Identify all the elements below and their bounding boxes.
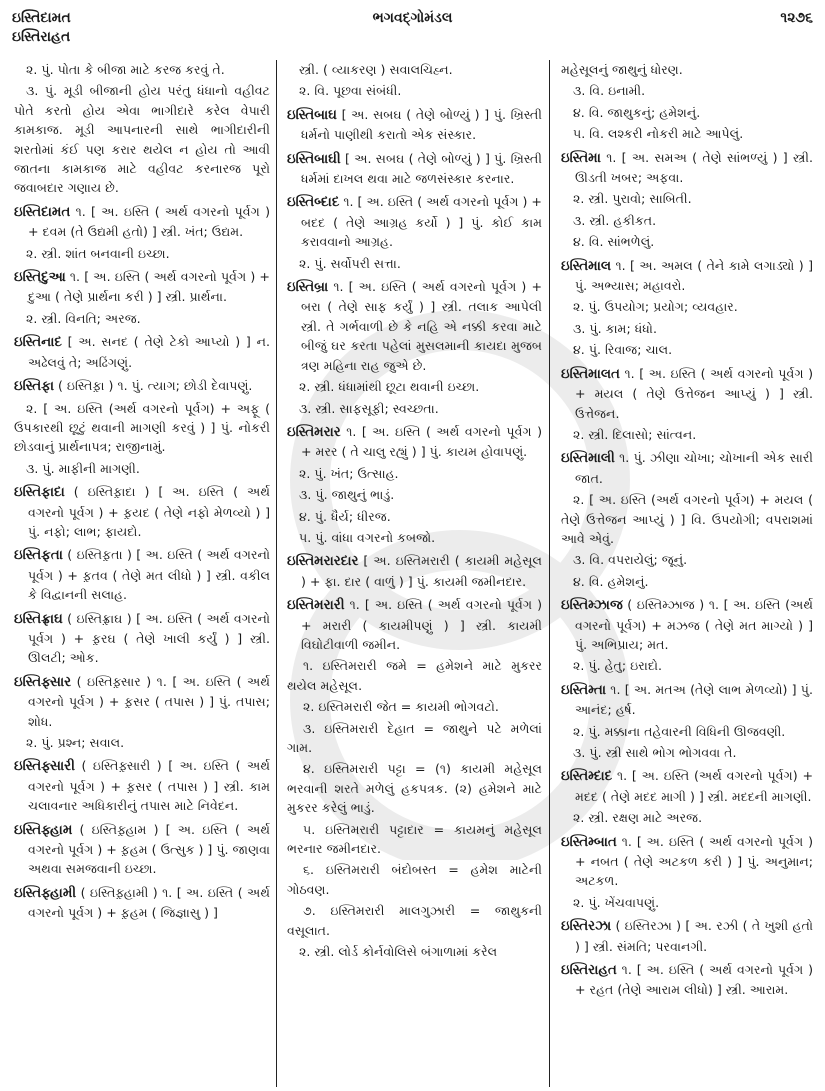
sense-definition — [561, 722, 813, 741]
definition-text: ૩. સ્ત્રી. સાફસૂફી; સ્વચ્છતા. — [299, 400, 439, 416]
definition-text: ૧. [ અ. ઇસ્તિ (અર્થ વગરનો પૂર્વગ) + મદદ ( તેણે મદદ માગી ) ] સ્ત્રી. મદદની માગણી. — [575, 768, 813, 804]
headword: ઇસ્તિમાલ — [561, 258, 612, 274]
headword: ઇસ્તિમ્ઝાજ — [561, 598, 623, 614]
sense-definition — [561, 232, 813, 251]
headword: ઇસ્તિમ્બાત — [561, 834, 617, 850]
definition-text: ૩. સ્ત્રી. હકીકત. — [573, 212, 657, 228]
headword: ઇસ્તિમરારી — [287, 598, 345, 614]
definition-text: ( ઇસ્તિફ઼્હામ ) [ અ. ઇસ્તિ ( અર્થ વગરનો પૂર્વગ ) + ફ઼હમ ( ઉત્સુક ) ] પું. જાણવા અથવા સમજવાની ઇચ્છા. — [28, 821, 270, 877]
headword: ઇસ્તિમા — [561, 150, 601, 166]
definition-text: ૧. [ અ. ઇસ્તિ ( અર્થ વગરનો પૂર્વગ ) + મરર ( તે ચાલુ રહ્યું ) ] પું. કાયમ હોવાપણું. — [301, 423, 542, 460]
dictionary-entry — [561, 595, 813, 654]
headword: ઇસ્તિબાઘી — [287, 151, 341, 167]
sense-definition — [561, 808, 813, 827]
dictionary-entry — [14, 202, 270, 242]
definition-text: ૨. પું. ખેંચવાપણું. — [573, 894, 660, 910]
dictionary-entry — [561, 448, 813, 488]
guide-word-last: ઇસ્તિરાહત — [12, 29, 71, 45]
headword: ઇસ્તિફાદા — [14, 485, 65, 501]
sense-definition — [287, 60, 542, 79]
dictionary-entry — [14, 482, 270, 541]
headword: ઇસ્તિબાઘ — [287, 107, 337, 123]
headword: ઇસ્તિમાલી — [561, 451, 615, 467]
usage-example — [287, 759, 542, 817]
definition-text: ૨. સ્ત્રી. વિનતિ; અરજ. — [26, 310, 141, 326]
definition-text: ૪. પું. રિવાજ; ચાલ. — [573, 342, 673, 358]
headword: ઇસ્તિમરાર — [287, 424, 341, 440]
dictionary-entry — [561, 960, 813, 1000]
sense-definition — [561, 124, 813, 143]
dictionary-entry — [287, 105, 542, 145]
definition-text: ૩. વિ. ઇનામી. — [573, 83, 646, 99]
definition-text: ૨. પું. હેતુ; ઇરાદો. — [573, 658, 663, 674]
sense-definition — [561, 490, 813, 548]
sense-definition — [287, 254, 542, 273]
dictionary-entry — [14, 267, 270, 307]
definition-text: ( ઇસ્તિફ઼્સારી ) [ અ. ઇસ્તિ ( અર્થ વગરનો પૂર્વગ ) + ફ઼સર ( તપાસ ) ] સ્ત્રી. કામ ચલાવનાર અધિકારીનું તપાસ માટે નિવેદન. — [28, 758, 270, 814]
dictionary-entry — [287, 422, 542, 462]
usage-example — [287, 697, 542, 716]
definition-text: [ અ. ઇસ્તિમરારી ( કાયમી મહેસૂલ ) + ફા. દાર ( વાળું ) ] પું. કાયમી જમીનદાર. — [301, 553, 542, 589]
headword: ઇસ્તિફ્હામ — [14, 822, 73, 838]
sense-definition — [287, 507, 542, 526]
sense-definition — [14, 81, 270, 197]
definition-text: ૧. [ અ. ઇસ્તિ ( અર્થ વગરનો પૂર્વગ ) + મરારી ( કાયમીપણું ) ] સ્ત્રી. કાયમી વિઘોટીવાળી જમીન. — [301, 597, 542, 652]
dictionary-entry — [561, 256, 813, 296]
text-column-1 — [14, 60, 270, 925]
usage-example — [287, 901, 542, 940]
headword: ઇસ્તિફ્સાર — [14, 674, 72, 690]
definition-text: ૧. ઇસ્તિમરારી જમે = હમેશને માટે મુકરર થયેલ મહેસૂલ. — [287, 658, 542, 693]
headword: ઇસ્તિરાહત — [561, 963, 617, 979]
headword: ઇસ્તિબ્રા — [287, 280, 329, 296]
definition-text: [ અ. સબઘ ( તેણે બોળ્યું ) ] પું. ખ્રિસ્તી ધર્મનો પાણીથી કરાતો એક સંસ્કાર. — [301, 106, 542, 143]
sense-definition — [14, 399, 270, 457]
definition-text: ૧. [ અ. અમલ ( તેને કામે લગાડ્યો ) ] પું. અભ્યાસ; મહાવરો. — [575, 257, 813, 294]
sense-definition — [287, 399, 542, 418]
headword: ઇસ્તિદુઆ — [14, 270, 66, 286]
definition-text: ૨. પું. મક્કાના તહેવારની વિધિની ઊજવણી. — [573, 723, 786, 739]
sense-definition — [561, 893, 813, 912]
definition-text: ૨. સ્ત્રી. ધંધામાંથી છૂટા થવાની ઇચ્છા. — [299, 379, 480, 395]
definition-text: ( ઇસ્તિફ઼્સાર ) ૧. [ અ. ઇસ્તિ ( અર્થ વગરનો પૂર્વગ ) + ફ઼સર ( તપાસ ) ] પું. તપાસ; શોધ. — [28, 673, 270, 729]
headword: ઇસ્તિફ્હામી — [14, 885, 77, 901]
definition-text: ૧. [ અ. ઇસ્તિ ( અર્થ વગરનો પૂર્વગ ) + દુઆ ( તેણે પ્રાર્થના કરી ) ] સ્ત્રી. પ્રાર્થના. — [28, 269, 270, 305]
headword: ઇસ્તિબ્દાદ — [287, 195, 340, 211]
definition-text: ૧. [ અ. ઇસ્તિ ( અર્થ વગરનો પૂર્વગ ) + રહત (તેણે આરામ લીધો) ] સ્ત્રી. આરામ. — [575, 962, 813, 998]
definition-text: ૩. પું. મૂડી બીજાની હોય પરંતુ ધંધાનો વહીવટ પોતે કરતો હોય એવા ભાગીદારે કરેલ વેપારી કામકાજ. મૂડી આપનારની સાથે ભાગીદારીની શરતોમાં કંઈ પણ કરાર થયેલ ન હોય તો આવી જાતના કામકાજ માટે વહીવટ કરનારજ પૂરો જવાબદાર ગણાય છે. — [14, 83, 270, 196]
dictionary-entry — [561, 148, 813, 188]
definition-text: ૭. ઇસ્તિમરારી માલગુઝારી = જાથુકની વસૂલાત. — [287, 903, 542, 938]
dictionary-entry — [14, 820, 270, 879]
definition-text: ૨. સ્ત્રી. પુરાવો; સાબિતી. — [573, 191, 692, 207]
definition-text: [ અ. સબઘ ( તેણે બોળ્યું ) ] પું. ખ્રિસ્તી ધર્મમાં દાખલ થવા માટે જળસંસ્કાર કરનાર. — [301, 150, 542, 187]
sense-definition — [287, 377, 542, 396]
definition-text: ૧. [ અ. મતઅ (તેણે લાભ મેળવ્યો) ] પું. આનંદ; હર્ષ. — [575, 681, 813, 718]
definition-text: ( ઇસ્તિફ઼ાદા ) [ અ. ઇસ્તિ ( અર્થ વગરનો પૂર્વગ ) + ફ઼યદ ( તેણે નફો મેળવ્યો ) ] પું. નફો; લાભ; ફાયદો. — [28, 484, 270, 539]
usage-example — [287, 719, 542, 758]
dictionary-entry — [287, 551, 542, 591]
headword: ઇસ્તિમાલત — [561, 366, 620, 382]
sense-definition — [561, 340, 813, 359]
sense-definition — [14, 309, 270, 328]
definition-text: ૨. સ્ત્રી. રક્ષણ માટે અરજ. — [573, 810, 703, 826]
definition-text: ૨. [ અ. ઇસ્તિ (અર્થ વગરનો પૂર્વગ) + અફૂ ( ઉપકારથી છૂટું થવાની માગણી કરવું ) ] પું. નોકરી છોડવાનું પ્રાર્થનાપત્ર; રાજીનામું. — [14, 400, 270, 455]
definition-text: ૨. [ અ. ઇસ્તિ (અર્થ વગરનો પૂર્વગ) + મયલ ( તેણે ઉત્તેજન આપ્યું ) ] વિ. ઉપયોગી; વપરાશમાં આવે એવું. — [561, 492, 813, 546]
sense-definition — [287, 942, 542, 961]
book-title: ભગવદ્ગોમંડલ — [372, 10, 453, 26]
definition-text: ૨. સ્ત્રી. લોર્ડ કોર્નવોલિસે બંગાળામાં કરેલ — [299, 944, 498, 960]
headword: ઇસ્તિમરારદાર — [287, 554, 359, 570]
definition-text: ( ઇસ્તિફ઼્રાઘ ) [ અ. ઇસ્તિ ( અર્થ વગરનો પૂર્વગ ) + ફ઼રઘ ( તેણે ખાલી કર્યું ) ] સ્ત્રી. ઊલટી; ઓક. — [28, 610, 270, 666]
definition-text: ( ઇસ્તિફ઼તા ) [ અ. ઇસ્તિ ( અર્થ વગરનો પૂર્વગ ) + ફ઼તવ ( તેણે મત લીધો ) ] સ્ત્રી. વકીલ કે વિદ્વાનની સલાહ. — [28, 547, 270, 603]
sense-definition — [561, 189, 813, 208]
dictionary-entry — [561, 916, 813, 956]
headword: ઇસ્તિફ્સારી — [14, 759, 75, 775]
definition-text: ૨. ઇસ્તિમરારી જેત = કાયમી ભોગવટો. — [303, 699, 499, 715]
sense-definition — [561, 81, 813, 100]
definition-text: ૩. પું. જાથુનું ભાડું. — [299, 487, 395, 503]
sense-definition — [561, 60, 813, 79]
headword: ઇસ્તિમ્દાદ — [561, 769, 613, 785]
dictionary-entry — [287, 192, 542, 251]
definition-text: ૫. પું. વાંધા વગરનો કબજો. — [299, 529, 436, 545]
sense-definition — [561, 319, 813, 338]
sense-definition — [561, 656, 813, 675]
dictionary-entry — [561, 766, 813, 806]
headword: ઇસ્તિમ્તા — [561, 682, 607, 698]
definition-text: ૩. પું. માફીની માગણી. — [26, 460, 140, 476]
definition-text: ૪. વિ. સાંભળેલું. — [573, 234, 655, 250]
definition-text: ૨. પું. ઉપયોગ; પ્રયોગ; વ્યવહાર. — [573, 299, 738, 315]
dictionary-entry — [561, 832, 813, 891]
dictionary-entry — [14, 545, 270, 604]
sense-definition — [14, 60, 270, 79]
dictionary-entry — [561, 680, 813, 720]
definition-text: ૧. [ અ. ઇસ્તિ ( અર્થ વગરનો પૂર્વગ ) + બદદ ( તેણે આગ્રહ કર્યો ) ] પું. કોઈ કામ કરાવવાનો આગ્રહ. — [301, 194, 542, 250]
definition-text: ૩. પું. સ્ત્રી સાથે ભોગ ભોગવવા તે. — [573, 745, 737, 760]
definition-text: ૪. ઇસ્તિમરારી પટ્ટા = (૧) કાયમી મહેસૂલ ભરવાની શરતે મળેલું હકપત્રક. (૨) હમેશને માટે મુકરર કરેલું ભાડું. — [287, 761, 542, 816]
sense-definition — [287, 81, 542, 100]
sense-definition — [287, 464, 542, 483]
text-column-3 — [561, 60, 813, 1002]
guide-word-first: ઇસ્તિદામત — [12, 10, 71, 26]
definition-text: ૨. પું. પોતા કે બીજા માટે કરજ કરવું તે. — [26, 62, 225, 77]
definition-text: મહેસૂલનું જાથુનું ધોરણ. — [561, 62, 683, 77]
definition-text: ૧. [ અ. સમઅ ( તેણે સાંભળ્યું ) ] સ્ત્રી. ઊડતી ખબર; અફવા. — [575, 149, 814, 186]
definition-text: ૧. [ અ. ઇસ્તિ ( અર્થ વગરનો પૂર્વગ ) + દવમ (તે ઉદ્યમી હતો) ] સ્ત્રી. ખંત; ઉદ્યમ. — [28, 203, 270, 240]
definition-text: સ્ત્રી. ( વ્યાકરણ ) સવાલચિહ્ન. — [299, 62, 453, 77]
definition-text: ૨. પું. સર્વોપરી સત્તા. — [299, 255, 401, 271]
sense-definition — [561, 297, 813, 316]
headword: ઇસ્તિદામત — [14, 204, 71, 220]
text-column-2 — [287, 60, 542, 963]
sense-definition — [561, 743, 813, 762]
definition-text: ૪. વિ. હમેશનું. — [573, 573, 649, 589]
definition-text: ( ઇસ્તિમ્ઝાજ ) ૧. [ અ. ઇસ્તિ (અર્થ વગરનો પૂર્વગ) + મઝજ ( તેણે મત માગ્યો ) ] પું. અભિપ્રાય; મત. — [575, 597, 813, 652]
sense-definition — [14, 733, 270, 752]
definition-text: ૧. [ અ. ઇસ્તિ ( અર્થ વગરનો પૂર્વગ ) + નબત ( તેણે અટકળ કરી ) ] પું. અનુમાન; અટકળ. — [575, 833, 813, 889]
column-divider — [549, 60, 550, 1087]
definition-text: ૩. પું. કામ; ધંધો. — [573, 320, 657, 336]
headword: ઇસ્તિનાદ — [14, 335, 62, 351]
sense-definition — [287, 528, 542, 547]
dictionary-entry — [14, 332, 270, 372]
dictionary-entry — [287, 277, 542, 375]
sense-definition — [14, 459, 270, 478]
definition-text: ૫. વિ. લશ્કરી નોકરી માટે આપેલું. — [573, 126, 744, 142]
definition-text: ૧. [ અ. ઇસ્તિ ( અર્થ વગરનો પૂર્વગ ) + મયલ ( તેણે ઉત્તેજન આપ્યું ) ] સ્ત્રી. ઉત્તેજન. — [575, 365, 813, 421]
definition-text: ( ઇસ્તિફ઼્હામી ) ૧. [ અ. ઇસ્તિ ( અર્થ વગરનો પૂર્વગ ) + ફ઼હમ ( જિજ્ઞાસુ ) ] — [28, 884, 270, 921]
definition-text: ( ઇસ્તિરઝા ) [ અ. રઝી ( તે ખુશી હતો ) ] સ્ત્રી. સંમતિ; પરવાનગી. — [575, 918, 813, 954]
headword: ઇસ્તિરઝા — [561, 919, 612, 935]
definition-text: ૩. વિ. વપરાયેલું; જૂનું. — [573, 552, 688, 568]
definition-text: [ અ. સનદ ( તેણે ટેકો આપ્યો ) ] ન. અઢેલવું તે; અઢિંગણું. — [28, 334, 270, 370]
sense-definition — [561, 211, 813, 230]
dictionary-entry — [14, 672, 270, 731]
definition-text: ૨. વિ. પૂછવા સંબંધી. — [299, 83, 402, 99]
definition-text: ૨. સ્ત્રી. દિલાસો; સાંત્વન. — [573, 426, 697, 442]
definition-text: ૪. પું. ધૈર્ય; ધીરજ. — [299, 508, 391, 524]
dictionary-entry — [14, 883, 270, 923]
column-divider — [276, 60, 277, 1087]
usage-example — [287, 820, 542, 859]
dictionary-entry — [561, 364, 813, 423]
definition-text: ( ઇસ્તિફ઼ા ) ૧. પું. ત્યાગ; છોડી દેવાપણું. — [58, 378, 253, 394]
dictionary-entry — [14, 756, 270, 815]
dictionary-entry — [14, 609, 270, 668]
sense-definition — [14, 244, 270, 263]
definition-text: ૨. પું. ખંત; ઉત્સાહ. — [299, 465, 399, 481]
definition-text: ૨. પું. પ્રશ્ન; સવાલ. — [26, 735, 125, 750]
sense-definition — [561, 572, 813, 591]
headword: ઇસ્તિફતા — [14, 548, 63, 564]
definition-text: ૨. સ્ત્રી. શાંત બનવાની ઇચ્છા. — [26, 245, 170, 261]
usage-example — [287, 656, 542, 695]
sense-definition — [287, 485, 542, 504]
page-header — [12, 10, 813, 52]
headword: ઇસ્તિફા — [14, 379, 54, 395]
page-number: ૧૨૭૬ — [780, 10, 813, 26]
definition-text: ૩. ઇસ્તિમરારી દેહાત = જાથુને પટે મળેલાં ગામ. — [287, 720, 542, 755]
definition-text: ૫. ઇસ્તિમરારી પટ્ટાદાર = કાયમનું મહેસૂલ ભરનાર જમીનદાર. — [287, 821, 542, 857]
definition-text: ૪. વિ. જાથુકનું; હમેશનું. — [573, 104, 701, 120]
usage-example — [287, 860, 542, 899]
sense-definition — [561, 425, 813, 444]
dictionary-entry — [14, 376, 270, 396]
sense-definition — [561, 550, 813, 569]
headword: ઇસ્તિફ્રાઘ — [14, 611, 63, 627]
definition-text: ૧. [ અ. ઇસ્તિ ( અર્થ વગરનો પૂર્વગ ) + બરા ( તેણે સાફ કર્યું ) ] સ્ત્રી. તલાક આપેલી સ્ત્રી. તે ગર્ભવાળી છે કે નહિ એ નક્કી કરવા માટે બીજું ઘર કરતા પહેલાં મુસલમાની કાયદા મુજબ ત્રણ મહિના રાહ જુએ છે. — [301, 279, 542, 373]
sense-definition — [561, 103, 813, 122]
dictionary-entry — [287, 595, 542, 654]
dictionary-entry — [287, 149, 542, 189]
definition-text: ૧. પું. ઝીણા ચોખા; ચોખાની એક સારી જાત. — [575, 450, 813, 486]
definition-text: ૬. ઇસ્તિમરારી બંદોબસ્ત = હમેશ માટેની ગોઠવણ. — [287, 862, 542, 897]
